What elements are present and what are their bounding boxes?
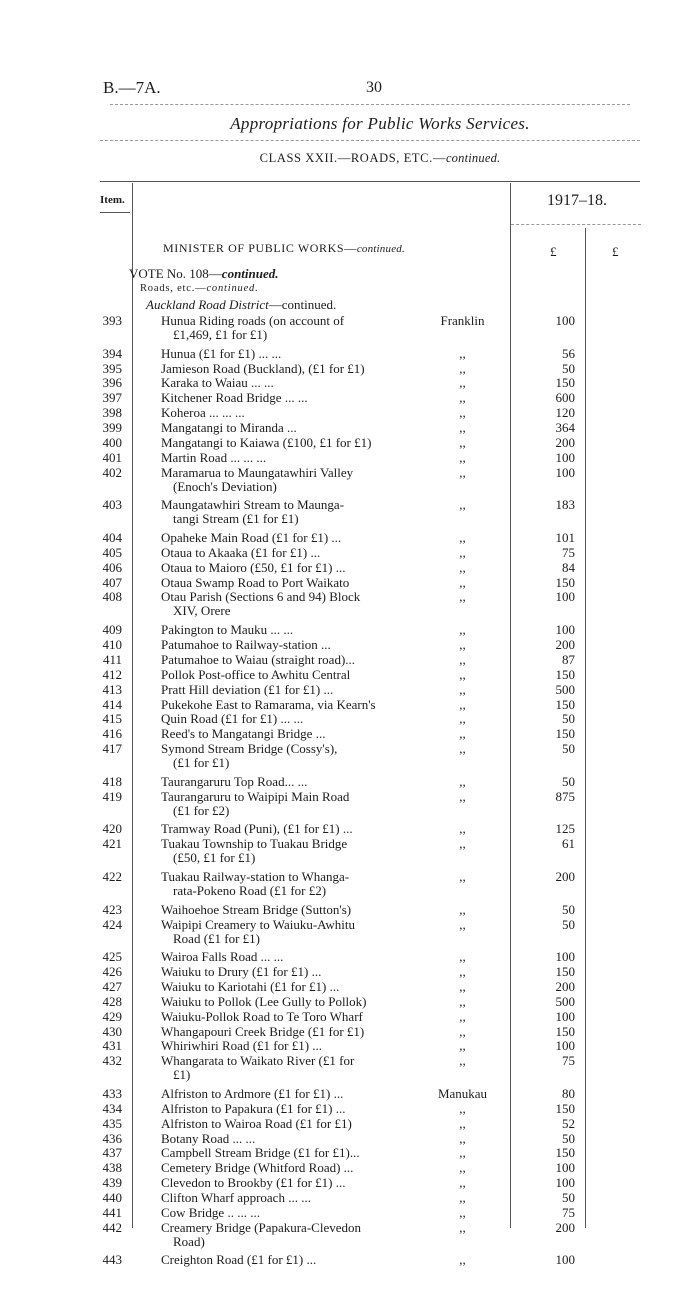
- document-reference: B.—7A.: [103, 78, 161, 97]
- item-description-line: Opaheke Main Road (£1 for £1) ...: [161, 530, 342, 546]
- item-description-line: Cow Bridge .. ... ...: [161, 1204, 260, 1220]
- amount: 50: [562, 1190, 575, 1206]
- item-description: [161, 376, 439, 390]
- amount: 200: [555, 637, 575, 653]
- amount: 84: [562, 559, 575, 575]
- item-description-line: Waiuku to Kariotahi (£1 for £1) ...: [161, 978, 340, 994]
- item-description: [161, 531, 439, 545]
- item-description-line: Patumahoe to Waiau (straight road)...: [161, 651, 356, 667]
- item-description-line: Clifton Wharf approach ... ...: [161, 1190, 311, 1206]
- amount: 100: [555, 622, 575, 638]
- county: ,,: [459, 788, 466, 804]
- district-prefix: Auckland Road District: [146, 297, 269, 312]
- county: ,,: [459, 773, 466, 789]
- year-column-header: 1917–18.: [547, 192, 607, 209]
- county: ,,: [459, 821, 466, 837]
- amount: 150: [555, 666, 575, 682]
- item-number: 438: [102, 1160, 122, 1176]
- county: ,,: [459, 1252, 466, 1268]
- item-number: 404: [102, 530, 122, 546]
- class-heading-prefix: CLASS XXII.—ROADS, ETC.—: [259, 151, 446, 165]
- county: ,,: [459, 449, 466, 465]
- county: ,,: [459, 530, 466, 546]
- item-number: 394: [102, 345, 122, 361]
- county: ,,: [459, 1008, 466, 1024]
- item-description: [161, 421, 439, 435]
- item-number: 396: [102, 375, 122, 391]
- item-description-continuation: (£50, £1 for £1): [173, 850, 256, 866]
- item-number: 434: [102, 1100, 122, 1116]
- item-description-line: Koheroa ... ... ...: [161, 405, 245, 421]
- item-description-line: Jamieson Road (Buckland), (£1 for £1): [161, 360, 365, 376]
- county: ,,: [459, 589, 466, 605]
- year-header-rule: [511, 224, 641, 225]
- item-description: [161, 822, 439, 836]
- item-number: 400: [102, 434, 122, 450]
- item-description: [161, 965, 439, 979]
- amount: 150: [555, 696, 575, 712]
- item-description-line: Tramway Road (Puni), (£1 for £1) ...: [161, 821, 353, 837]
- title-divider: [100, 140, 640, 141]
- item-description: [161, 546, 439, 560]
- county: ,,: [459, 345, 466, 361]
- item-number: 395: [102, 360, 122, 376]
- amount-column-right-divider: [585, 228, 586, 1228]
- item-description-line: Otau Parish (Sections 6 and 94) Block: [161, 589, 361, 605]
- amount-column-divider: [510, 183, 511, 1228]
- county: Franklin: [440, 313, 485, 328]
- item-number: 427: [102, 978, 122, 994]
- item-description-continuation: tangi Stream (£1 for £1): [173, 511, 299, 527]
- item-description: [161, 1221, 439, 1249]
- item-description: [161, 980, 439, 994]
- item-description: [161, 1117, 439, 1131]
- item-number: 399: [102, 420, 122, 436]
- item-description-line: Waiuku to Drury (£1 for £1) ...: [161, 964, 322, 980]
- item-description: [161, 918, 439, 946]
- ministry-heading: [163, 241, 405, 256]
- item-description: [161, 638, 439, 652]
- item-description: [161, 712, 439, 726]
- item-description-continuation: £1,469, £1 for £1): [173, 327, 268, 342]
- item-description: [161, 1102, 439, 1116]
- item-description-line: Otaua Swamp Road to Port Waikato: [161, 574, 350, 590]
- item-description-line: Quin Road (£1 for £1) ... ...: [161, 711, 304, 727]
- item-description-line: Mangatangi to Kaiawa (£100, £1 for £1): [161, 434, 372, 450]
- item-description-line: Waiuku to Pollok (Lee Gully to Pollok): [161, 993, 367, 1009]
- county: ,,: [459, 681, 466, 697]
- item-number: 437: [102, 1145, 122, 1161]
- item-description: [161, 1146, 439, 1160]
- item-description-line: Whangapouri Creek Bridge (£1 for £1): [161, 1023, 365, 1039]
- amount: 80: [562, 1086, 575, 1101]
- item-description: [161, 498, 439, 526]
- item-number: 411: [102, 651, 122, 667]
- item-number: 433: [102, 1086, 122, 1101]
- amount: 100: [555, 313, 575, 328]
- amount: 100: [555, 589, 575, 605]
- county: ,,: [459, 901, 466, 917]
- county: ,,: [459, 375, 466, 391]
- county: ,,: [459, 622, 466, 638]
- item-number: 421: [102, 836, 122, 852]
- item-description-line: Otaua to Akaaka (£1 for £1) ...: [161, 544, 321, 560]
- amount: 100: [555, 1008, 575, 1024]
- item-number: 436: [102, 1130, 122, 1146]
- class-heading: [0, 151, 700, 166]
- item-description-line: Martin Road ... ... ...: [161, 449, 267, 465]
- item-number: 417: [102, 741, 122, 757]
- item-description-line: Taurangaruru to Waipipi Main Road: [161, 788, 350, 804]
- item-number: 398: [102, 405, 122, 421]
- county: ,,: [459, 360, 466, 376]
- item-description: [161, 1191, 439, 1205]
- item-description-line: Karaka to Waiau ... ...: [161, 375, 274, 391]
- item-description: [161, 436, 439, 450]
- item-description-continuation: Road): [173, 1233, 205, 1249]
- item-number: 414: [102, 696, 122, 712]
- item-number: 412: [102, 666, 122, 682]
- amount: 87: [562, 651, 575, 667]
- item-description-continuation: rata-Pokeno Road (£1 for £2): [173, 882, 327, 898]
- item-description-line: Wairoa Falls Road ... ...: [161, 949, 284, 965]
- item-number: 420: [102, 821, 122, 837]
- item-number: 397: [102, 390, 122, 406]
- county: ,,: [459, 1204, 466, 1220]
- item-column-divider: [132, 183, 133, 1228]
- item-description-line: Waiuku-Pollok Road to Te Toro Wharf: [161, 1008, 363, 1024]
- item-number: 431: [102, 1038, 122, 1054]
- vote-suffix: continued.: [221, 266, 279, 281]
- item-description-continuation: (Enoch's Deviation): [173, 478, 277, 494]
- item-number: 415: [102, 711, 122, 727]
- item-description: [161, 698, 439, 712]
- item-number: 443: [102, 1252, 122, 1268]
- item-description: [161, 561, 439, 575]
- currency-symbol-2: £: [612, 244, 619, 259]
- amount: 61: [562, 836, 575, 852]
- county: ,,: [459, 1219, 466, 1235]
- item-description-line: Alfriston to Papakura (£1 for £1) ...: [161, 1100, 346, 1116]
- amount: 150: [555, 574, 575, 590]
- ministry-suffix: continued.: [356, 243, 405, 255]
- item-description-line: Mangatangi to Miranda ...: [161, 420, 297, 436]
- item-description-line: Kitchener Road Bridge ... ...: [161, 390, 308, 406]
- county: ,,: [459, 1100, 466, 1116]
- county: Manukau: [437, 1086, 488, 1101]
- district-suffix: —continued.: [268, 297, 337, 312]
- item-description: [161, 683, 439, 697]
- item-number: 393: [102, 313, 122, 328]
- roads-prefix: Roads, etc.—: [140, 283, 207, 294]
- amount: 150: [555, 1100, 575, 1116]
- page-number: 30: [366, 79, 382, 96]
- item-description-line: Waipipi Creamery to Waiuku-Awhitu: [161, 916, 355, 932]
- item-description-line: Pollok Post-office to Awhitu Central: [161, 666, 351, 682]
- item-description: [161, 950, 439, 964]
- amount: 150: [555, 726, 575, 742]
- county: ,,: [459, 1130, 466, 1146]
- item-description: [161, 1054, 439, 1082]
- item-number: 413: [102, 681, 122, 697]
- county: ,,: [459, 1023, 466, 1039]
- item-description-line: Clevedon to Brookby (£1 for £1) ...: [161, 1175, 346, 1191]
- item-description: [161, 406, 439, 420]
- item-description: [161, 837, 439, 865]
- item-number: 416: [102, 726, 122, 742]
- amount: 75: [562, 1204, 575, 1220]
- county: ,,: [459, 651, 466, 667]
- county: ,,: [459, 637, 466, 653]
- county: ,,: [459, 993, 466, 1009]
- item-description: [161, 391, 439, 405]
- item-description: [161, 1010, 439, 1024]
- item-description: [161, 466, 439, 494]
- amount: 200: [555, 434, 575, 450]
- item-description: [161, 668, 439, 682]
- item-description: [161, 1253, 439, 1267]
- item-description-continuation: (£1 for £2): [173, 802, 230, 818]
- county: ,,: [459, 405, 466, 421]
- item-number: 422: [102, 868, 122, 884]
- county: ,,: [459, 949, 466, 965]
- county: ,,: [459, 574, 466, 590]
- county: ,,: [459, 1145, 466, 1161]
- amount: 101: [555, 530, 575, 546]
- item-description-line: Taurangaruru Top Road... ...: [161, 773, 308, 789]
- county: ,,: [459, 978, 466, 994]
- item-description: [161, 742, 439, 770]
- item-number: 401: [102, 449, 122, 465]
- item-description: [161, 347, 439, 361]
- item-description-line: Maungatawhiri Stream to Maunga-: [161, 497, 345, 513]
- item-description: [161, 1206, 439, 1220]
- item-header-rule: [100, 212, 130, 213]
- county: ,,: [459, 836, 466, 852]
- item-description-continuation: Road (£1 for £1): [173, 930, 261, 946]
- amount: 50: [562, 916, 575, 932]
- county: ,,: [459, 868, 466, 884]
- item-number: 435: [102, 1115, 122, 1131]
- item-column-header: Item.: [100, 194, 125, 206]
- item-description: [161, 1025, 439, 1039]
- amount: 183: [555, 497, 575, 513]
- item-number: 419: [102, 788, 122, 804]
- county: ,,: [459, 964, 466, 980]
- amount: 600: [555, 390, 575, 406]
- amount: 100: [555, 949, 575, 965]
- amount: 200: [555, 868, 575, 884]
- amount: 50: [562, 773, 575, 789]
- amount: 150: [555, 1145, 575, 1161]
- amount: 364: [555, 420, 575, 436]
- item-description-line: Reed's to Mangatangi Bridge ...: [161, 726, 326, 742]
- amount: 150: [555, 964, 575, 980]
- vote-heading: [129, 266, 279, 282]
- amount: 500: [555, 681, 575, 697]
- county: ,,: [459, 420, 466, 436]
- item-number: 410: [102, 637, 122, 653]
- item-description: [161, 576, 439, 590]
- county: ,,: [459, 559, 466, 575]
- amount: 120: [555, 405, 575, 421]
- amount: 100: [555, 1160, 575, 1176]
- item-description: [161, 314, 439, 342]
- class-heading-suffix: continued.: [445, 151, 501, 165]
- item-description: [161, 903, 439, 917]
- item-description-line: Hunua Riding roads (on account of: [161, 313, 345, 328]
- item-description: [161, 623, 439, 637]
- item-description-line: Campbell Stream Bridge (£1 for £1)...: [161, 1145, 360, 1161]
- vote-prefix: VOTE No. 108—: [129, 266, 222, 281]
- item-description: [161, 362, 439, 376]
- item-description-line: Patumahoe to Railway-station ...: [161, 637, 331, 653]
- county: ,,: [459, 741, 466, 757]
- amount: 100: [555, 1038, 575, 1054]
- item-description-line: Cemetery Bridge (Whitford Road) ...: [161, 1160, 354, 1176]
- item-number: 432: [102, 1053, 122, 1069]
- amount: 50: [562, 741, 575, 757]
- item-description: [161, 870, 439, 898]
- county: ,,: [459, 726, 466, 742]
- item-number: 406: [102, 559, 122, 575]
- county: ,,: [459, 916, 466, 932]
- roads-heading: [140, 283, 259, 294]
- item-number: 408: [102, 589, 122, 605]
- roads-suffix: continued.: [206, 283, 259, 294]
- amount: 100: [555, 1252, 575, 1268]
- amount: 875: [555, 788, 575, 804]
- item-description-line: Pratt Hill deviation (£1 for £1) ...: [161, 681, 334, 697]
- item-number: 428: [102, 993, 122, 1009]
- item-description: [161, 1039, 439, 1053]
- item-description: [161, 1161, 439, 1175]
- item-description-line: Alfriston to Wairoa Road (£1 for £1): [161, 1115, 352, 1131]
- item-description-line: Symond Stream Bridge (Cossy's),: [161, 741, 338, 757]
- item-description: [161, 775, 439, 789]
- amount: 75: [562, 1053, 575, 1069]
- item-number: 402: [102, 464, 122, 480]
- item-number: 409: [102, 622, 122, 638]
- header-divider: [110, 104, 630, 105]
- county: ,,: [459, 1190, 466, 1206]
- amount: 150: [555, 375, 575, 391]
- amount: 75: [562, 544, 575, 560]
- item-description-line: Whangarata to Waikato River (£1 for: [161, 1053, 355, 1069]
- item-description: [161, 790, 439, 818]
- item-number: 405: [102, 544, 122, 560]
- item-number: 403: [102, 497, 122, 513]
- item-number: 418: [102, 773, 122, 789]
- item-description-line: Hunua (£1 for £1) ... ...: [161, 345, 282, 361]
- item-description-continuation: £1): [173, 1067, 191, 1083]
- item-number: 430: [102, 1023, 122, 1039]
- table-top-rule: [100, 181, 640, 182]
- item-number: 425: [102, 949, 122, 965]
- amount: 50: [562, 360, 575, 376]
- amount: 100: [555, 464, 575, 480]
- county: ,,: [459, 696, 466, 712]
- page-title: Appropriations for Public Works Services.: [230, 114, 530, 133]
- amount: 150: [555, 1023, 575, 1039]
- district-heading: [146, 297, 336, 313]
- item-description-line: Botany Road ... ...: [161, 1130, 256, 1146]
- item-description-line: Creighton Road (£1 for £1) ...: [161, 1252, 317, 1268]
- county: ,,: [459, 544, 466, 560]
- item-number: 439: [102, 1175, 122, 1191]
- amount: 52: [562, 1115, 575, 1131]
- item-description-line: Whiriwhiri Road (£1 for £1) ...: [161, 1038, 323, 1054]
- item-description: [161, 590, 439, 618]
- item-number: 429: [102, 1008, 122, 1024]
- item-number: 440: [102, 1190, 122, 1206]
- item-description-line: Otaua to Maioro (£50, £1 for £1) ...: [161, 559, 346, 575]
- amount: 50: [562, 711, 575, 727]
- county: ,,: [459, 390, 466, 406]
- amount: 100: [555, 449, 575, 465]
- county: ,,: [459, 464, 466, 480]
- item-description-continuation: (£1 for £1): [173, 755, 230, 771]
- item-description-line: Pakington to Mauku ... ...: [161, 622, 294, 638]
- amount: 500: [555, 993, 575, 1009]
- item-number: 426: [102, 964, 122, 980]
- county: ,,: [459, 711, 466, 727]
- county: ,,: [459, 1160, 466, 1176]
- item-description: [161, 653, 439, 667]
- ministry-prefix: MINISTER OF PUBLIC WORKS—: [163, 241, 357, 255]
- amount: 50: [562, 1130, 575, 1146]
- item-description-line: Alfriston to Ardmore (£1 for £1) ...: [161, 1086, 344, 1101]
- item-description: [161, 1132, 439, 1146]
- amount: 125: [555, 821, 575, 837]
- item-description-continuation: XIV, Orere: [173, 603, 231, 619]
- item-number: 407: [102, 574, 122, 590]
- item-description: [161, 1176, 439, 1190]
- county: ,,: [459, 434, 466, 450]
- item-description-line: Maramarua to Maungatawhiri Valley: [161, 464, 354, 480]
- item-description-line: Tuakau Railway-station to Whanga-: [161, 868, 350, 884]
- county: ,,: [459, 497, 466, 513]
- county: ,,: [459, 1038, 466, 1054]
- item-number: 441: [102, 1204, 122, 1220]
- amount: 200: [555, 1219, 575, 1235]
- item-description: [161, 995, 439, 1009]
- amount: 50: [562, 901, 575, 917]
- item-number: 442: [102, 1219, 122, 1235]
- item-description: [161, 1087, 439, 1101]
- item-number: 423: [102, 901, 122, 917]
- item-description-line: Tuakau Township to Tuakau Bridge: [161, 836, 348, 852]
- amount: 56: [562, 345, 575, 361]
- amount: 100: [555, 1175, 575, 1191]
- item-description: [161, 727, 439, 741]
- county: ,,: [459, 666, 466, 682]
- item-description-line: Pukekohe East to Ramarama, via Kearn's: [161, 696, 376, 712]
- county: ,,: [459, 1115, 466, 1131]
- item-description-line: Waihoehoe Stream Bridge (Sutton's): [161, 901, 352, 917]
- item-description: [161, 451, 439, 465]
- item-number: 424: [102, 916, 122, 932]
- amount: 200: [555, 978, 575, 994]
- currency-symbol-1: £: [550, 244, 557, 259]
- county: ,,: [459, 1175, 466, 1191]
- county: ,,: [459, 1053, 466, 1069]
- item-description-line: Creamery Bridge (Papakura-Clevedon: [161, 1219, 361, 1235]
